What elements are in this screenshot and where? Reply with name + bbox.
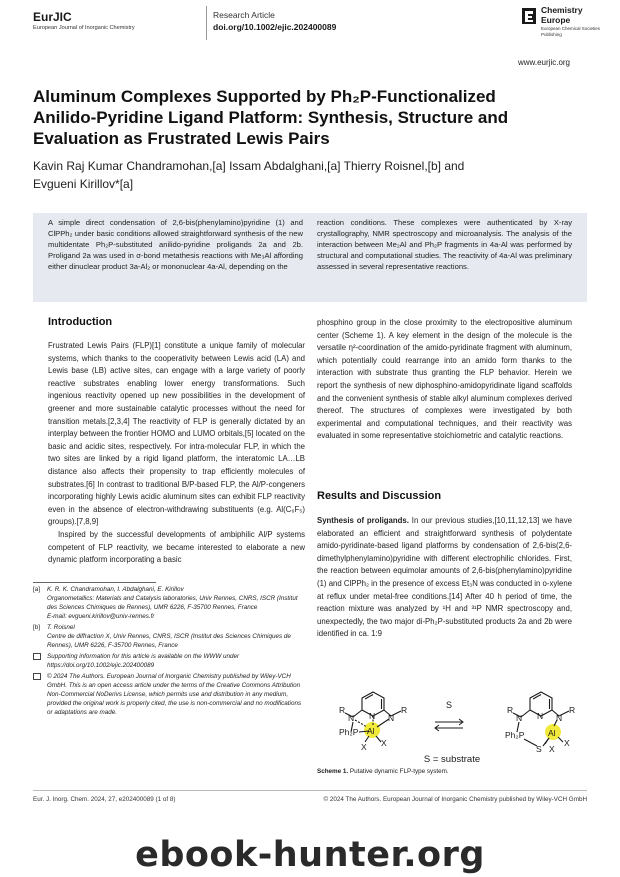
right-structure-labels — [505, 705, 575, 754]
intro-continuation: phosphino group in the close proximity to the electropositive aluminum center (Scheme 1). A key element in the design of the molecule is the versatile η²-coordination of the amido-pyridinate fragment with aluminum, which potentially could rearrange into an amido form thanks to the interaction with substrate thus granting the FLP behavior. Herein we report the synthesis of new diphosphino-amidopyridinate ligand scaffolds and the convenient synthesis of stable alkyl aluminum complexes derived thereof. The structures of complexes were investigated by both experimental and computational techniques, and their reactivity was evaluated in some representative stoichiometric and catalytic reactions. — [317, 318, 572, 441]
supporting-info-icon — [33, 653, 41, 660]
right-s-label: S — [536, 744, 542, 754]
publisher-name-line2: Europe — [541, 14, 571, 25]
watermark-text: ebook-hunter.org — [135, 835, 485, 875]
left-ph2p-label: Ph₂P — [339, 727, 359, 737]
authors-line-2: Evgueni Kirillov*[a] — [33, 177, 134, 191]
right-r2-label: R — [569, 705, 576, 715]
journal-header — [33, 10, 135, 31]
left-n2-label: N — [388, 713, 395, 723]
copyright-footer: © 2024 The Authors. European Journal of Inorganic Chemistry published by Wiley-VCH GmbH — [323, 796, 587, 803]
left-x1-label: X — [361, 742, 367, 752]
introduction-paragraph-1: Frustrated Lewis Pairs (FLP)[1] constitute a unique family of molecular systems, which thanks to the cooperativity between Lewis acid (LA) and Lewis base (LB) active sites, can engage with a large variety of poorly reactive substrates enabling lower energy transformations. Such ingenious reactivity opened up new possibilities in the development of greener and more sustainable catalytic processes without the need for transition metals.[2,3,4] The reactivity of FLP is generally dictated by an interplay between the frontier HOMO and LUMO orbitals,[5] located on the basic and acidic sites, respectively. For intra-molecular FLP, in which the two sites are linked by a rigid ligand platform, the interatomic LA…LB distance also affects their propensity to trap efficiently molecules of substrates.[6] In contrast to traditional B/P-based FLP, the Al/P-congeners incorporating highly Lewis acidic aluminum sites can exhibit FLP reactivity even in the absence of electron-withdrawing substituents (e.g. Al(C₆F₅) groups).[7,8,9] — [48, 341, 305, 527]
title-line-1: Aluminum Complexes Supported by Ph₂P-Functionalized — [33, 87, 496, 106]
introduction-heading: Introduction — [48, 316, 113, 328]
footnote-b-mark: [b] — [33, 624, 41, 631]
scheme-caption-label: Scheme 1. — [317, 768, 349, 775]
footnote-license-text: © 2024 The Authors. European Journal of Inorganic Chemistry published by Wiley-VCH GmbH. This is an open access article under the terms of the Creative Commons Attribution Non-Commercial NoDerivs License, which permits use and distribution in any medium, provided the original work is properly cited, the use is non-commercial and no modifications or adaptations are made. — [47, 673, 302, 716]
left-n1-label: N — [348, 713, 355, 723]
publisher-subtitle: European Chemical Societies Publishing — [541, 26, 601, 37]
article-info — [213, 10, 336, 32]
journal-name: EurJIC — [33, 10, 72, 24]
right-x2-label: X — [564, 738, 570, 748]
left-r1-label: R — [339, 705, 346, 715]
doi-link[interactable]: doi.org/10.1002/ejic.202400089 — [213, 22, 337, 32]
publisher-name-line1: Chemistry — [541, 5, 583, 15]
header-divider — [206, 6, 207, 40]
abstract-left: A simple direct condensation of 2,6-bis(phenylamino)pyridine (1) and ClPPh₂ under basic conditions allowed straightforward synthesis of the new multidentate Ph₂P-substituted anilido-pyridine proligands 2a and 2b. Proligand 2a was used in σ-bond metathesis reactions with Me₃Al affording either dinuclear product 3a-Al₂ or mononuclear 4a-Al, depending on the — [48, 218, 303, 272]
footnotes — [33, 585, 305, 719]
results-subheading: Synthesis of proligands. — [317, 516, 409, 525]
introduction-paragraph-2: Inspired by the successful developments of ambiphilic Al/P systems competent of FLP reactivity, we became interested to elaborate a new dynamic platform incorporating a basic — [48, 529, 305, 565]
footnote-b — [33, 623, 305, 650]
equilibrium-arrows — [435, 719, 463, 731]
right-pyridine-n-label: N — [537, 711, 544, 721]
journal-url[interactable]: www.eurjic.org — [517, 58, 570, 67]
open-access-icon — [33, 673, 41, 680]
title-line-3: Evaluation as Frustrated Lewis Pairs — [33, 129, 330, 148]
footnote-b-text: T. Roisnel Centre de diffraction X, Univ Rennes, CNRS, ISCR (Institut des Sciences Chimiques de Rennes), UMR 6226, F-35700 Rennes, France — [47, 624, 291, 649]
right-n2-label: N — [556, 713, 563, 723]
substrate-definition: S = substrate — [423, 754, 481, 765]
scheme-caption — [317, 768, 449, 775]
footnote-rule — [33, 582, 156, 583]
footnote-supporting-info-text[interactable]: Supporting information for this article is available on the WWW under https://doi.org/10.1002/ejic.202400089 — [47, 653, 240, 669]
authors-line-1: Kavin Raj Kumar Chandramohan,[a] Issam Abdalghani,[a] Thierry Roisnel,[b] and — [33, 159, 465, 173]
left-pyridine-n-label: N — [369, 711, 376, 721]
results-heading: Results and Discussion — [317, 490, 442, 502]
chemistry-europe-icon — [520, 6, 538, 26]
right-x1-label: X — [549, 744, 555, 754]
scheme-1-figure — [317, 680, 589, 772]
article-title — [33, 86, 593, 149]
introduction-text — [48, 340, 305, 567]
footnote-a — [33, 585, 305, 621]
footer-rule — [33, 790, 587, 791]
arrow-substrate-label: S — [446, 700, 453, 710]
footnote-supporting-info — [33, 652, 305, 670]
results-text — [317, 515, 572, 641]
citation-footer: Eur. J. Inorg. Chem. 2024, 27, e202400089 (1 of 8) — [33, 796, 176, 803]
journal-full-name: European Journal of Inorganic Chemistry — [33, 25, 135, 31]
right-al-label: Al — [548, 728, 556, 738]
right-r1-label: R — [507, 705, 514, 715]
left-structure-labels — [339, 705, 407, 752]
left-r2-label: R — [401, 705, 408, 715]
footnote-a-mark: [a] — [33, 586, 41, 593]
left-al-label: Al — [367, 726, 375, 736]
scheme-caption-text: Putative dynamic FLP-type system. — [348, 768, 449, 775]
footnote-a-text: K. R. K. Chandramohan, I. Abdalghani, E. Kirillov Organometallics: Materials and Catalysis laboratories, Univ Rennes, CNRS, ISCR (Institut des Sciences Chimiques de Rennes), UMR 6226, F-35700 Rennes, France E-mail: evgueni.kirillov@univ-rennes.fr — [47, 586, 298, 620]
author-list — [33, 157, 593, 193]
right-ph2p-label: Ph₂P — [505, 730, 525, 740]
abstract-right: reaction conditions. These complexes were authenticated by X-ray crystallography, NMR spectroscopy and microanalysis. The analysis of the interaction between Me₂Al and Ph₂P fragments in 4a-Al was performed by structural and computational studies. The reactivity of 4a-Al was preliminary assessed in several representative reactions. — [317, 218, 572, 272]
left-x2-label: X — [381, 738, 387, 748]
article-type: Research Article — [213, 10, 275, 20]
footnote-license — [33, 672, 305, 717]
results-paragraph: In our previous studies,[10,11,12,13] we have elaborated an efficient and straightforward synthesis of polydentate amido-pyridinate-based ligand platforms by condensation of 2,6-bis(2,6-dimethylphenylamino)pyridine with different electrophilic chlorides. First, the reaction between equimolar amounts of 2,6-bis(phenylamino)pyridine (1) and ClPPh₂ in the presence of excess Et₃N was conducted in o-xylene at reflux under metal-free conditions.[14] After 40 h period of time, the reaction mixture was analyzed by ¹H and ³¹P NMR spectroscopy and, unexpectedly, the two major di-Ph₂P-substituted products 2a and 2b were identified in ca. 1:9 — [317, 516, 573, 639]
title-line-2: Anilido-Pyridine Ligand Platform: Synthesis, Structure and — [33, 108, 509, 127]
right-n1-label: N — [516, 713, 523, 723]
